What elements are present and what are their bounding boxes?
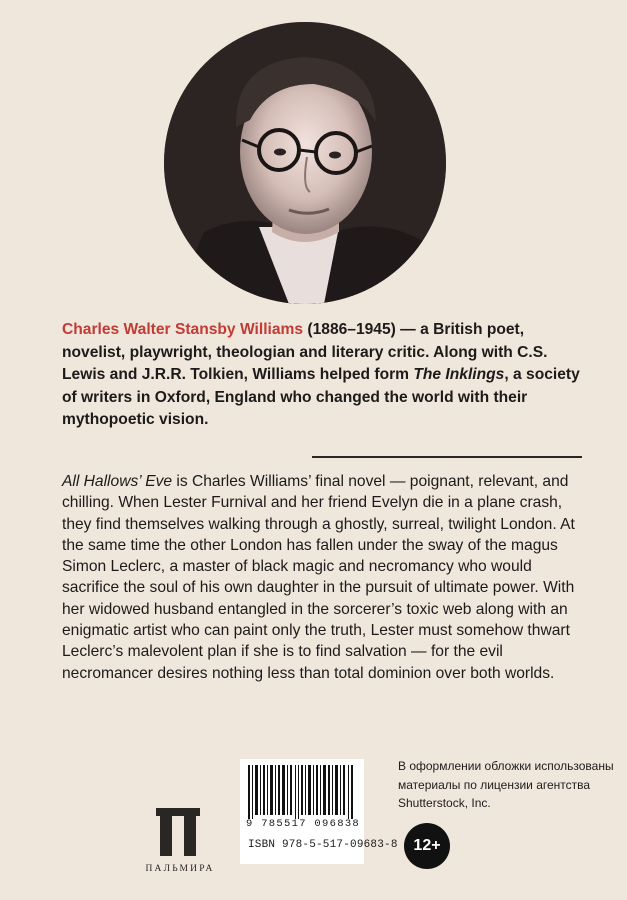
author-bio [62,319,582,432]
isbn: ISBN 978-5-517-09683-8 [248,839,398,851]
author-portrait [164,22,446,304]
portrait-photo-illustration [164,22,446,304]
pillar-gate-icon [150,806,206,858]
bio-text-part-1: (1886–1945) — a British poet, novelist, playwright, theologian and literary critic. Along with C.S. Lewis and J.R.R. Tolkien, Williams helped form [62,321,548,384]
age-rating-badge: 12+ [404,823,450,869]
bio-text-part-2: , a society of writers in Oxford, England who changed the world with their mythopoetic vision. [62,366,580,429]
inklings-title: The Inklings [413,366,505,384]
image-credits: В оформлении обложки использованы материалы по лицензии агентства Shutterstock, Inc. [398,759,614,810]
publisher-name: ПАЛЬМИРА [145,864,215,874]
section-divider [312,456,582,458]
blurb-text: is Charles Williams’ final novel — poignant, relevant, and chilling. When Lester Furnival and her friend Evelyn die in a plane crash, they find themselves walking through a ghostly, surreal, twilight London. At the same time the other London has fallen under the sway of the magus Simon Leclerc, a master of black magic and necromancy who would sacrifice the soul of his own daughter in the pursuit of ultimate power. With her widowed husband entangled in the sorcerer’s toxic web along with an enigmatic artist who can paint only the truth, Lester must somehow thwart Leclerc’s malevolent plan if she is to find salvation — for the evil necromancer desires nothing less than total dominion over both worlds. [62,473,575,682]
book-title: All Hallows’ Eve [62,473,173,490]
book-blurb [62,471,584,684]
barcode-digits: 9 785517 096838 [246,818,361,830]
author-name: Charles Walter Stansby Williams [62,321,304,338]
